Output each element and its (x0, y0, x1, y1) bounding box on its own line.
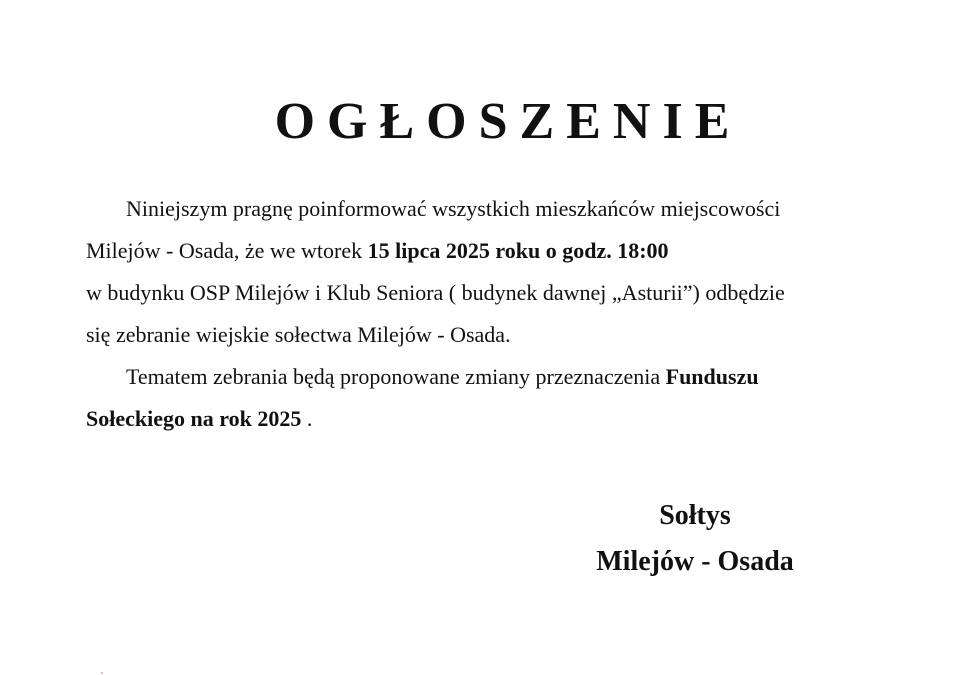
paragraph2-line1-text: Tematem zebrania będą proponowane zmiany przeznaczenia (126, 364, 666, 389)
paragraph2-line2-end: . (301, 406, 313, 431)
paragraph-meeting-topic (86, 356, 892, 440)
scan-speck (101, 672, 103, 674)
signature-block (560, 493, 830, 585)
paragraph1-line3: w budynku OSP Milejów i Klub Seniora ( budynek dawnej „Asturii”) odbędzie (86, 280, 785, 305)
paragraph1-line4: się zebranie wiejskie sołectwa Milejów - Osada. (86, 322, 511, 347)
meeting-date-time: 15 lipca 2025 roku o godz. 18:00 (367, 238, 669, 263)
signature-title: Sołtys (659, 500, 731, 531)
page-title: OGŁOSZENIE (274, 93, 742, 150)
paragraph1-line1: Niniejszym pragnę poinformować wszystkich mieszkańców miejscowości (126, 196, 781, 221)
signature-village: Milejów - Osada (596, 546, 794, 577)
fund-name-part2: Sołeckiego na rok 2025 (86, 406, 302, 431)
paragraph1-line2-text: Milejów - Osada, że we wtorek (86, 238, 368, 263)
paragraph-meeting-info (86, 188, 892, 356)
fund-name-part1: Funduszu (665, 364, 759, 389)
announcement-body (86, 188, 892, 440)
